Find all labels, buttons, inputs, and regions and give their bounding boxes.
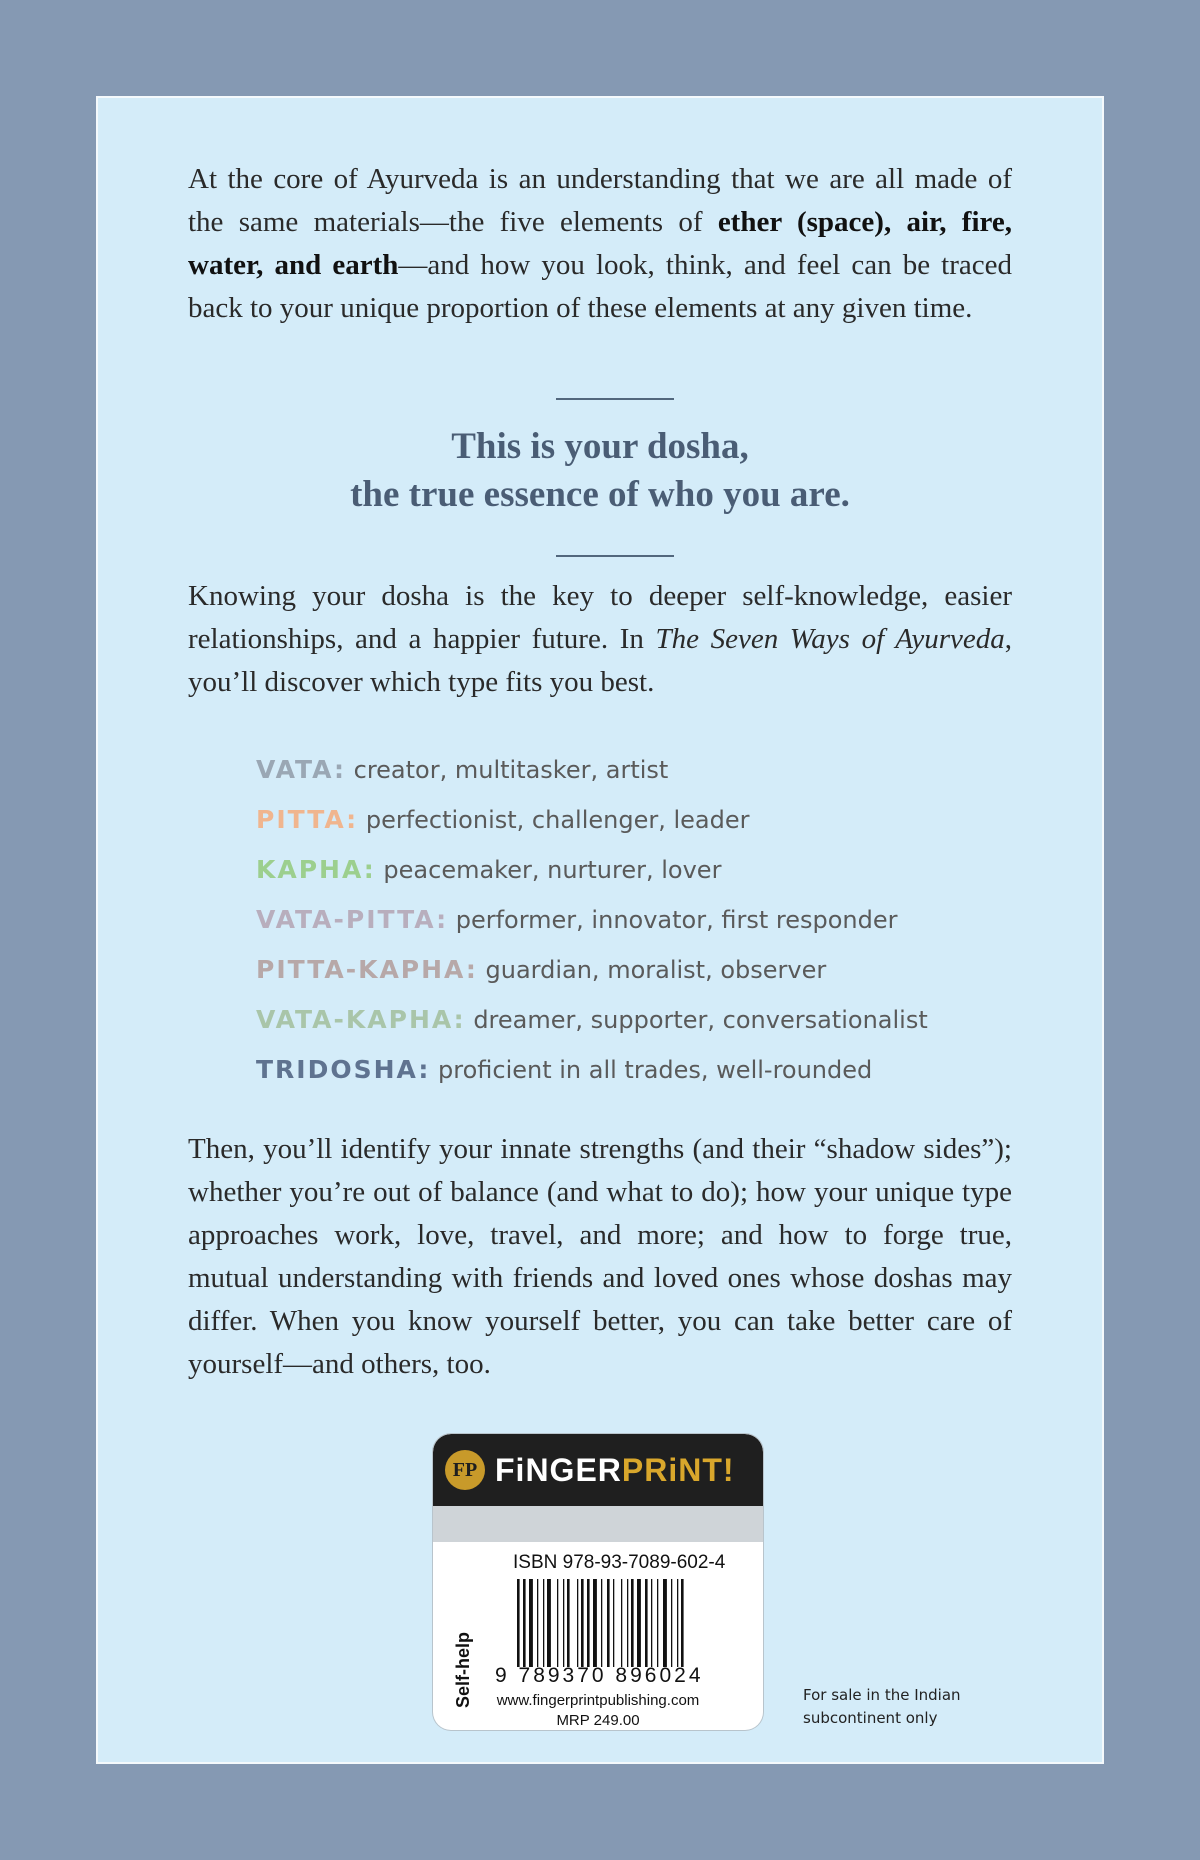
- dosha-type-item: [256, 945, 928, 995]
- divider-top: [556, 398, 674, 400]
- dosha-type-item: [256, 795, 928, 845]
- barcode-bar: [645, 1579, 648, 1667]
- barcode-bar: [593, 1579, 597, 1667]
- category-label: Self-help: [453, 1632, 473, 1709]
- book-title: The Seven Ways of Ayurveda: [655, 623, 1005, 655]
- barcode-bar: [543, 1579, 544, 1667]
- publisher-website: www.fingerprintpublishing.com: [496, 1692, 700, 1709]
- barcode-bar: [627, 1579, 628, 1667]
- dosha-type-name: TRIDOSHA:: [256, 1055, 431, 1084]
- barcode-bar: [681, 1579, 684, 1667]
- barcode-bar: [557, 1579, 558, 1667]
- barcode-icon: [515, 1579, 735, 1669]
- barcode-bar: [677, 1579, 678, 1667]
- dosha-type-name: VATA-KAPHA:: [256, 1005, 466, 1034]
- dosha-type-description: peacemaker, nurturer, lover: [383, 856, 722, 884]
- publisher-name-white: FiNGER: [495, 1451, 622, 1488]
- headline-line-1: This is your dosha,: [451, 426, 749, 467]
- dosha-type-name: PITTA-KAPHA:: [256, 955, 478, 984]
- intro-text-1: At the core of Ayurveda is an understanding that we are all made of the same materials—the five elements of: [188, 163, 1012, 238]
- headline-line-2: the true essence of who you are.: [350, 474, 850, 515]
- barcode-bar: [613, 1579, 614, 1667]
- barcode-bar: [517, 1579, 520, 1667]
- barcode-bar: [567, 1579, 570, 1667]
- barcode-bar: [529, 1579, 533, 1667]
- dosha-type-item: [256, 845, 928, 895]
- then-paragraph: Then, you’ll identify your innate strengths (and their “shadow sides”); whether you’re out of balance (and what to do); how your unique type approaches work, love, travel, and more; and how to forge true, mutual understanding with friends and loved ones whose doshas may differ. When you know yourself better, you can take better care of yourself—and others, too.: [188, 1133, 1012, 1380]
- intro-elements-bold: ether (space), air, fire, water, and earth: [188, 206, 1012, 281]
- barcode-bar: [621, 1579, 622, 1667]
- barcode-bar: [563, 1579, 564, 1667]
- barcode-bar: [547, 1579, 551, 1667]
- dosha-type-name: VATA:: [256, 755, 346, 784]
- dosha-type-description: proficient in all trades, well-rounded: [438, 1056, 873, 1084]
- barcode-bar: [537, 1579, 538, 1667]
- dosha-type-item: [256, 745, 928, 795]
- publisher-barcode-label: [433, 1434, 763, 1730]
- dosha-type-list: [256, 745, 928, 1095]
- barcode-bar: [577, 1579, 578, 1667]
- barcode-bar: [651, 1579, 652, 1667]
- dosha-type-item: [256, 995, 928, 1045]
- dosha-type-description: guardian, moralist, observer: [485, 956, 827, 984]
- barcode-bar: [587, 1579, 590, 1667]
- barcode-bar: [637, 1579, 641, 1667]
- publisher-name: [495, 1452, 735, 1489]
- dosha-type-description: creator, multitasker, artist: [353, 756, 669, 784]
- barcode-bar: [601, 1579, 602, 1667]
- dosha-type-name: VATA-PITTA:: [256, 905, 449, 934]
- sale-note-line-2: subcontinent only: [803, 1709, 938, 1727]
- dosha-type-description: perfectionist, challenger, leader: [365, 806, 750, 834]
- knowing-text-2: , you’ll discover which type fits you best.: [188, 623, 1012, 698]
- back-cover-panel: [96, 96, 1104, 1764]
- dosha-type-item: [256, 895, 928, 945]
- barcode-bar: [631, 1579, 634, 1667]
- fingerprint-logo-icon: FP: [445, 1450, 485, 1490]
- divider-bottom: [556, 555, 674, 557]
- barcode-bar: [523, 1579, 526, 1667]
- barcode-number: 9 789370 896024: [495, 1664, 704, 1687]
- sale-region-note: [803, 1684, 983, 1730]
- dosha-type-item: [256, 1045, 928, 1095]
- dosha-type-name: KAPHA:: [256, 855, 376, 884]
- isbn-text: ISBN 978-93-7089-602-4: [513, 1552, 726, 1573]
- barcode-bar: [607, 1579, 610, 1667]
- barcode-bar: [657, 1579, 658, 1667]
- intro-text-2: —and how you look, think, and feel can be traced back to your unique proportion of these elements at any given time.: [188, 249, 1012, 324]
- label-grey-band: [433, 1506, 763, 1542]
- intro-paragraph: [188, 158, 1012, 330]
- publisher-logo-bar: [433, 1434, 763, 1506]
- barcode-bar: [671, 1579, 672, 1667]
- dosha-type-description: dreamer, supporter, conversationalist: [473, 1006, 928, 1034]
- knowing-text-1: Knowing your dosha is the key to deeper self-knowledge, easier relationships, and a happier future. In: [188, 580, 1012, 655]
- publisher-name-gold: PRiNT!: [621, 1451, 735, 1488]
- sale-note-line-1: For sale in the Indian: [803, 1686, 961, 1704]
- barcode-bar: [581, 1579, 584, 1667]
- knowing-paragraph: [188, 575, 1012, 704]
- price-label: MRP 249.00: [556, 1712, 640, 1729]
- barcode-bar: [663, 1579, 667, 1667]
- dosha-type-description: performer, innovator, first responder: [455, 906, 898, 934]
- dosha-type-name: PITTA:: [256, 805, 359, 834]
